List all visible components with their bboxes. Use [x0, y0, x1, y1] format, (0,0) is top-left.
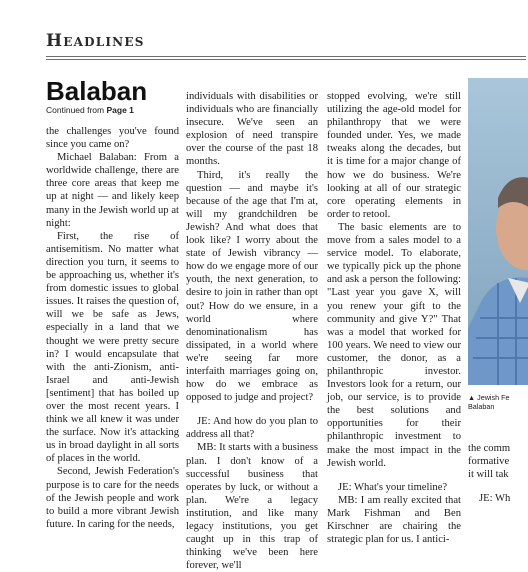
column-3-question: JE: What's your timeline?	[338, 481, 448, 493]
photo-caption	[468, 393, 528, 411]
column-3-paragraph: MB: I am really excited that Mark Fishman and Ben Kirschner are chairing the strategic plan for us. I antici-	[327, 494, 461, 546]
column-4-line: it will tak	[468, 469, 509, 481]
column-2-paragraph: MB: It starts with a business plan. I don't know of a successful business that operates by luck, or without a plan. We're a legacy institution, and like many legacy institutions, you get caught up in this trap of thinking we've been here forever, we'll	[186, 442, 318, 572]
column-1-paragraph: Michael Balaban: From a worldwide challenge, there are three core areas that keep me up at night — and likely keep many in the Jewish world up at night:	[46, 152, 179, 229]
section-rule-top	[46, 56, 526, 57]
article-headline: Balaban	[46, 76, 148, 106]
portrait-photo	[468, 78, 528, 385]
column-1-paragraph: the challenges you've found since you came on?	[46, 126, 179, 151]
section-rule-bottom	[46, 59, 526, 60]
column-2-paragraph: Third, it's really the question — and maybe it's because of the age that I'm at, will my grandchildren be Jewish? And what does that look like? I worry about the state of Jewish vibrancy — how do we engage more of our youth, the next generation, to desire to join in rather than opt out? How do we ensure, in a world where denominationalism has dissipated, in a world where we're seeing far more interfaith marriages going on, how do we embrace as opposed to judge and project?	[186, 169, 318, 404]
column-1-paragraph: First, the rise of antisemitism. No matter what direction you turn, it seems to be approaching us, whether it's from domestic issues to global issues. It raises the question of, will we be safe as Jews, especially in a land that we thought we were pretty secure in? I would encapsulate that with the anti-Zionism, anti-Israel and anti-Jewish [sentiment] that has boiled up over the most recent years. I think we all knew it was under the surface. Now it's attacking us in broad daylight in all sorts of places in the world.	[46, 230, 179, 465]
article-column-2	[186, 90, 318, 572]
photo-caption-line: Balaban	[468, 402, 495, 411]
continued-page-link: Page 1	[106, 105, 134, 115]
portrait-photo-illustration	[468, 78, 528, 385]
continued-prefix: Continued from	[46, 105, 107, 115]
column-4-line: the comm	[468, 443, 511, 454]
column-4-line: JE: Wh	[479, 493, 511, 505]
column-1-paragraph: Second, Jewish Federation's purpose is to care for the needs of the Jewish people and work to build a more vibrant Jewish future. In caring for the needs,	[46, 466, 179, 530]
article-column-3	[327, 90, 461, 546]
photo-caption-line: ▲ Jewish Fe	[468, 393, 510, 402]
section-title: Headlines	[46, 31, 145, 51]
column-3-paragraph: The basic elements are to move from a sales model to a service model. To elaborate, we typically pick up the phone and ask a person the following: "Last year you gave X, will you renew your gift to the community and give Y?" That was a model that worked for 100 years. We need to view our customer, the donor, as a philanthropic investor. Investors look for a return, our job, our service, is to provide the best solutions and opportunities for their philanthropic investment to make the most impact in the Jewish world.	[327, 221, 461, 469]
article-column-1	[46, 125, 179, 531]
column-2-question: JE: And how do you plan to address all that?	[186, 416, 318, 441]
column-4-line: formative	[468, 456, 510, 468]
continued-from-note	[46, 105, 134, 115]
column-2-paragraph: individuals with disabilities or individuals who are financially insecure. We've seen an explosion of need transpire over the course of the past 18 months.	[186, 91, 318, 168]
article-column-4	[468, 442, 528, 505]
column-3-paragraph: stopped evolving, we're still utilizing the age-old model for philanthropy that we were founded under. Yes, we made tweaks along the decades, but it is time for a major change of how we do business. We're looking at all of our strategic core operating elements in order to retool.	[327, 91, 461, 220]
